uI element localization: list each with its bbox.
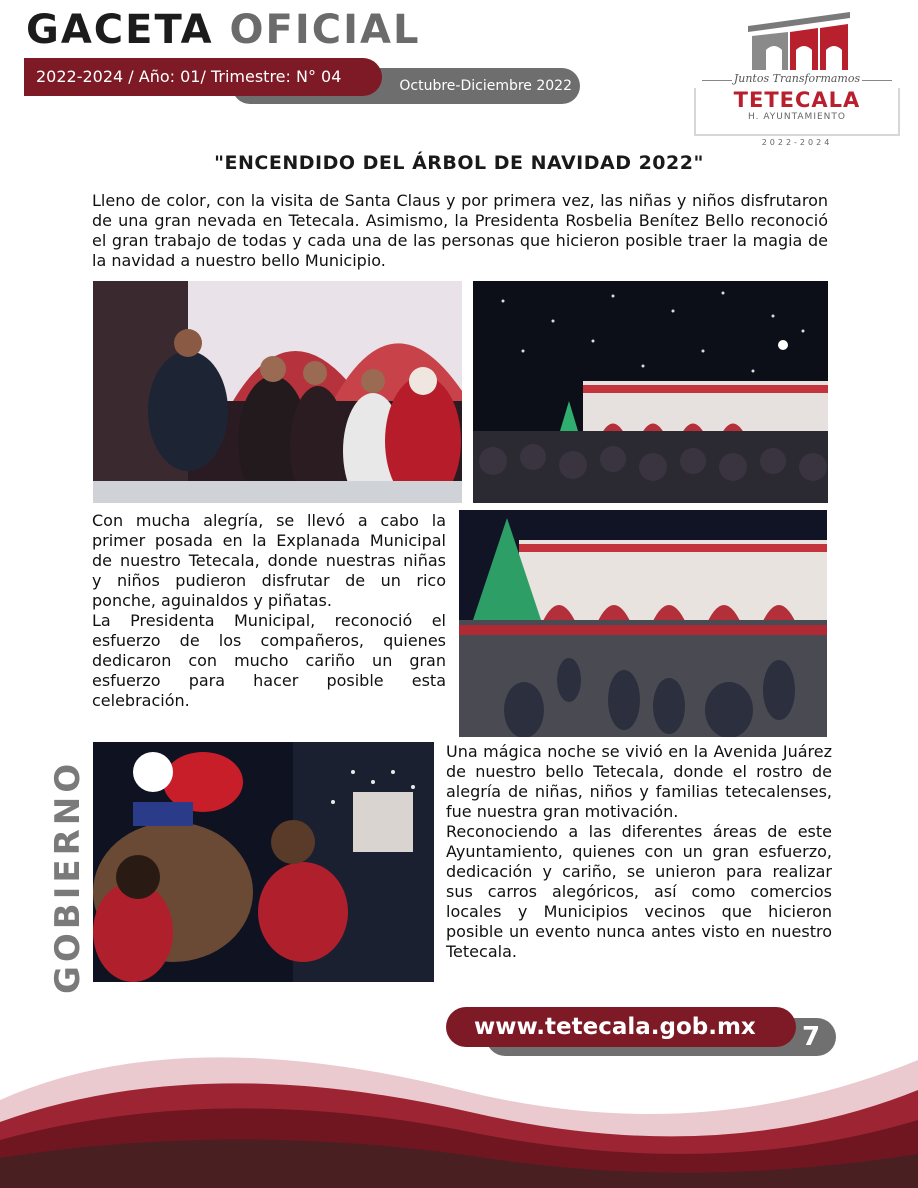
municipality-logo <box>694 8 900 148</box>
town-hall-logo-icon <box>744 8 854 74</box>
photo-parade-float <box>93 742 434 982</box>
article-headline: "ENCENDIDO DEL ÁRBOL DE NAVIDAD 2022" <box>214 152 704 174</box>
logo-slogan: Juntos Transformamos <box>733 72 861 85</box>
logo-frame <box>694 88 696 134</box>
parade-text <box>446 742 832 962</box>
page-number: 7 <box>801 1022 821 1052</box>
photo-posada-esplanade <box>459 510 827 737</box>
gazette-title-word-2: OFICIAL <box>229 7 421 53</box>
logo-years: 2022-2024 <box>761 138 833 147</box>
period-pill: Octubre-Diciembre 2022 <box>232 68 580 104</box>
recognition-paragraph: La Presidenta Municipal, reconoció el esfuerzo de los compañeros, quienes dedicaron con mucho cariño un gran esfuerzo para hacer posible esta celebración. <box>92 611 446 710</box>
floats-paragraph: Reconociendo a las diferentes áreas de este Ayuntamiento, quienes con un gran esfuerzo, dedicación y cariño, se unieron para realizar sus carros alegóricos, así como comercios locales y Municipios vecinos que hicieron posible un evento nunca antes visto en nuestro Tetecala. <box>446 822 832 961</box>
photo-santa-group <box>93 281 462 503</box>
gazette-title-word-1: GACETA <box>26 7 214 53</box>
edition-pill: 2022-2024 / Año: 01/ Trimestre: N° 04 <box>24 58 382 96</box>
logo-frame <box>694 134 900 136</box>
logo-subtitle: H. AYUNTAMIENTO <box>748 112 846 122</box>
posada-paragraph: Con mucha alegría, se llevó a cabo la primer posada en la Explanada Municipal de nuestro Tetecala, donde nuestras niñas y niños pudieron disfrutar de un rico ponche, aguinaldos y piñatas. <box>92 511 446 610</box>
logo-name: TETECALA <box>733 88 861 112</box>
intro-paragraph: Lleno de color, con la visita de Santa Claus y por primera vez, las niñas y niños disfrutaron de una gran nevada en Tetecala. Asimismo, la Presidenta Rosbelia Benítez Bello reconoció el gran trabajo de todas y cada una de las personas que hicieron posible traer la magia de la navidad a nuestro bello Municipio. <box>92 191 828 270</box>
gazette-title <box>26 8 420 52</box>
parade-paragraph: Una mágica noche se vivió en la Avenida Juárez de nuestro bello Tetecala, donde el rostro de alegría de niñas, niños y familias tetecalenses, fue nuestra gran motivación. <box>446 742 832 821</box>
posada-text <box>92 511 446 711</box>
bottom-wave-decoration <box>0 1030 918 1188</box>
website-link[interactable]: www.tetecala.gob.mx <box>446 1007 796 1047</box>
logo-frame <box>898 88 900 134</box>
section-label: GOBIERNO <box>48 759 88 994</box>
photo-plaza-snowfall <box>473 281 828 503</box>
logo-rule-right <box>862 80 892 81</box>
